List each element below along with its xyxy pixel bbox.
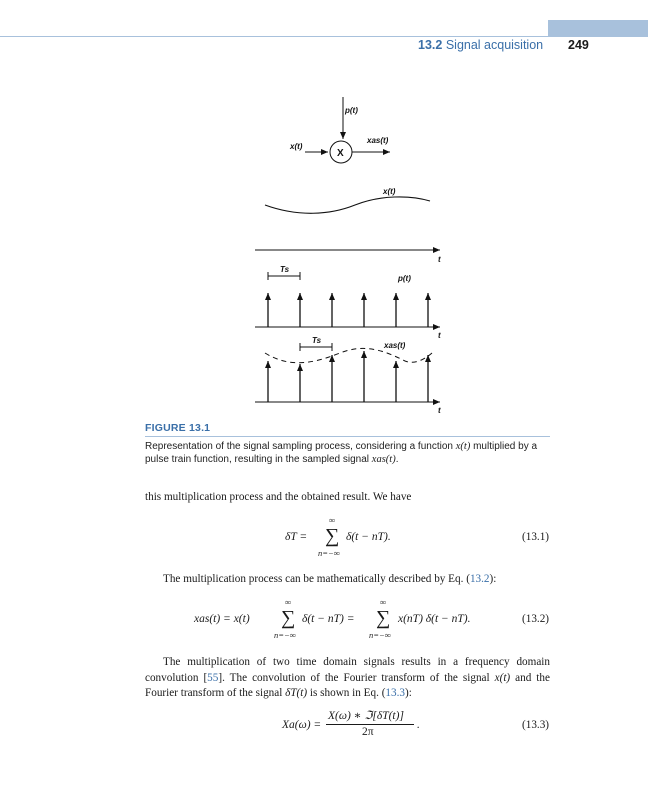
eq3-tail: . [417, 719, 420, 731]
figure-13-1 [180, 95, 480, 420]
eq-ref-13-2[interactable]: 13.2 [469, 573, 490, 585]
eq1-lower-limit: n=−∞ [318, 548, 340, 558]
equation-13-3 [0, 708, 648, 748]
body-paragraph-1: this multiplication process and the obtained result. We have [145, 491, 412, 503]
eq2-number: (13.2) [522, 613, 550, 625]
label-x-t: x(t) [290, 142, 303, 151]
p3-math-x: x(t) [494, 671, 511, 684]
pulse-train [268, 293, 428, 327]
section-title: Signal acquisition [445, 38, 544, 52]
eq2-lower-limit-2: n=−∞ [369, 630, 391, 640]
eq3-number: (13.3) [522, 719, 550, 731]
sampled-pulses [268, 351, 428, 402]
eq2-upper-limit-1: ∞ [285, 597, 292, 607]
caption-math-xas: xas(t) [371, 454, 396, 465]
body-paragraph-3: The multiplication of two time domain signals results in a frequency domain convolution [55]. The convolution of the Fourier transform of the signal x(t) and the Fourier transform of the signal δT(t) is shown in Eq. (13.3): [145, 656, 550, 699]
citation-55[interactable]: 55 [207, 671, 219, 684]
page-number: 249 [568, 38, 589, 52]
sampled-envelope [265, 348, 432, 362]
label-p-t: p(t) [345, 106, 358, 115]
label-x-t-wave: x(t) [383, 187, 396, 196]
eq2-lower-limit-1: n=−∞ [274, 630, 296, 640]
eq2-lhs: xas(t) = x(t) [194, 613, 250, 625]
header-accent-bar [548, 20, 648, 36]
label-ts-1: Ts [280, 265, 290, 274]
label-t-3: t [438, 406, 441, 415]
eq1-lhs: δT = [285, 531, 308, 543]
eq1-rhs: δ(t − nT). [346, 531, 391, 543]
figure-caption-rule [145, 436, 550, 437]
multiply-symbol: X [337, 148, 344, 159]
eq3-fraction-bar [326, 724, 414, 725]
label-ts-2: Ts [312, 336, 322, 345]
p3-math-delta: δT(t) [285, 687, 308, 699]
eq-ref-13-3[interactable]: 13.3 [385, 687, 405, 699]
figure-caption: Representation of the signal sampling process, considering a function x(t) multiplied by a pulse train function, resulting in the sampled signal xas(t). [145, 441, 538, 465]
eq3-lhs: Xa(ω) = [282, 719, 322, 731]
label-t-1: t [438, 255, 441, 264]
label-t-2: t [438, 331, 441, 340]
eq1-upper-limit: ∞ [329, 515, 336, 525]
continuous-signal-wave [265, 197, 430, 213]
label-xas-t: xas(t) [367, 136, 389, 145]
running-head [418, 38, 543, 52]
equation-13-1 [0, 515, 648, 565]
eq1-sum: ∑ [325, 525, 340, 547]
eq2-rhs: x(nT) δ(t − nT). [398, 613, 471, 625]
label-p-t-train: p(t) [398, 274, 411, 283]
eq2-upper-limit-2: ∞ [380, 597, 387, 607]
eq3-denominator: 2π [362, 726, 374, 738]
eq2-middle: δ(t − nT) = [302, 613, 355, 625]
section-number: 13.2 [418, 38, 443, 52]
eq2-sum-2: ∑ [376, 607, 391, 629]
eq1-number: (13.1) [522, 531, 550, 543]
body-paragraph-2: The multiplication process can be mathematically described by Eq. (13.2): [163, 573, 497, 585]
header-rule [0, 36, 648, 37]
caption-math-x: x(t) [455, 441, 471, 452]
eq3-numerator: X(ω) ∗ ℑ[δT(t)] [328, 710, 404, 722]
equation-13-2 [0, 597, 648, 647]
eq2-sum-1: ∑ [281, 607, 296, 629]
label-xas-t-sampled: xas(t) [384, 341, 406, 350]
figure-caption-label: FIGURE 13.1 [145, 422, 211, 434]
